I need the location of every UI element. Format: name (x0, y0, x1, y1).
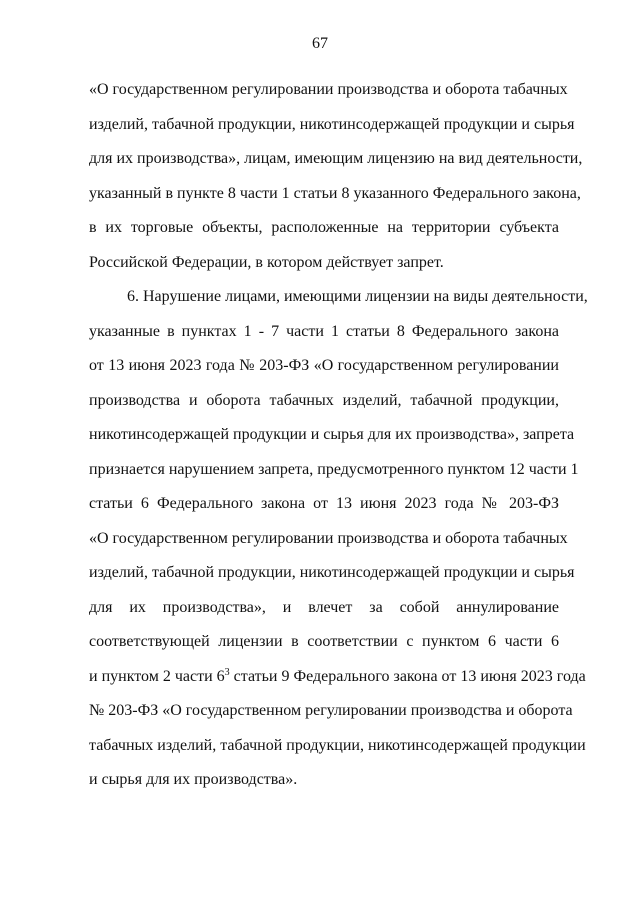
text-line: статьи 6 Федерального закона от 13 июня 2023 года № 203-ФЗ (89, 495, 559, 512)
superscript: 3 (224, 666, 230, 678)
text-line: «О государственном регулировании производства и оборота табачных (89, 529, 568, 547)
text-line: производства и оборота табачных изделий, табачной продукции, (89, 391, 559, 409)
text-line-with-superscript (89, 660, 586, 695)
text-line: изделий, табачной продукции, никотинсодержащей продукции и сырья (89, 115, 575, 133)
text-line: указанные в пунктах 1 - 7 части 1 статьи 8 Федерального закона (89, 322, 559, 340)
text-line: для их производства», и влечет за собой аннулирование (89, 598, 559, 616)
text-line: от 13 июня 2023 года № 203-ФЗ «О государственном регулировании (89, 357, 559, 374)
text-line: указанный в пункте 8 части 1 статьи 8 указанного Федерального закона, (89, 184, 581, 202)
text-line: для их производства», лицам, имеющим лицензию на вид деятельности, (89, 150, 583, 167)
paragraph-last-line: Российской Федерации, в котором действует запрет. (89, 253, 444, 271)
text-line: «О государственном регулировании производства и оборота табачных (89, 81, 568, 98)
page-number: 67 (312, 35, 328, 52)
document-body (89, 73, 588, 798)
text-line: соответствующей лицензии в соответствии с пунктом 6 части 6 (89, 633, 559, 650)
paragraph-first-line: 6. Нарушение лицами, имеющими лицензии на виды деятельности, (127, 288, 588, 305)
text-line: табачных изделий, табачной продукции, никотинсодержащей продукции (89, 736, 586, 754)
text-segment: и пунктом 2 части 6 (89, 667, 225, 685)
text-line: признается нарушением запрета, предусмотренного пунктом 12 части 1 (89, 460, 579, 478)
text-line: изделий, табачной продукции, никотинсодержащей продукции и сырья (89, 564, 575, 581)
text-segment: статьи 9 Федерального закона от 13 июня 2023 года (229, 667, 586, 685)
text-line: № 203-ФЗ «О государственном регулировании производства и оборота (89, 702, 573, 719)
text-line: никотинсодержащей продукции и сырья для их производства», запрета (89, 426, 575, 443)
text-line: в их торговые объекты, расположенные на территории субъекта (89, 219, 559, 236)
paragraph-last-line: и сырья для их производства». (89, 771, 298, 788)
